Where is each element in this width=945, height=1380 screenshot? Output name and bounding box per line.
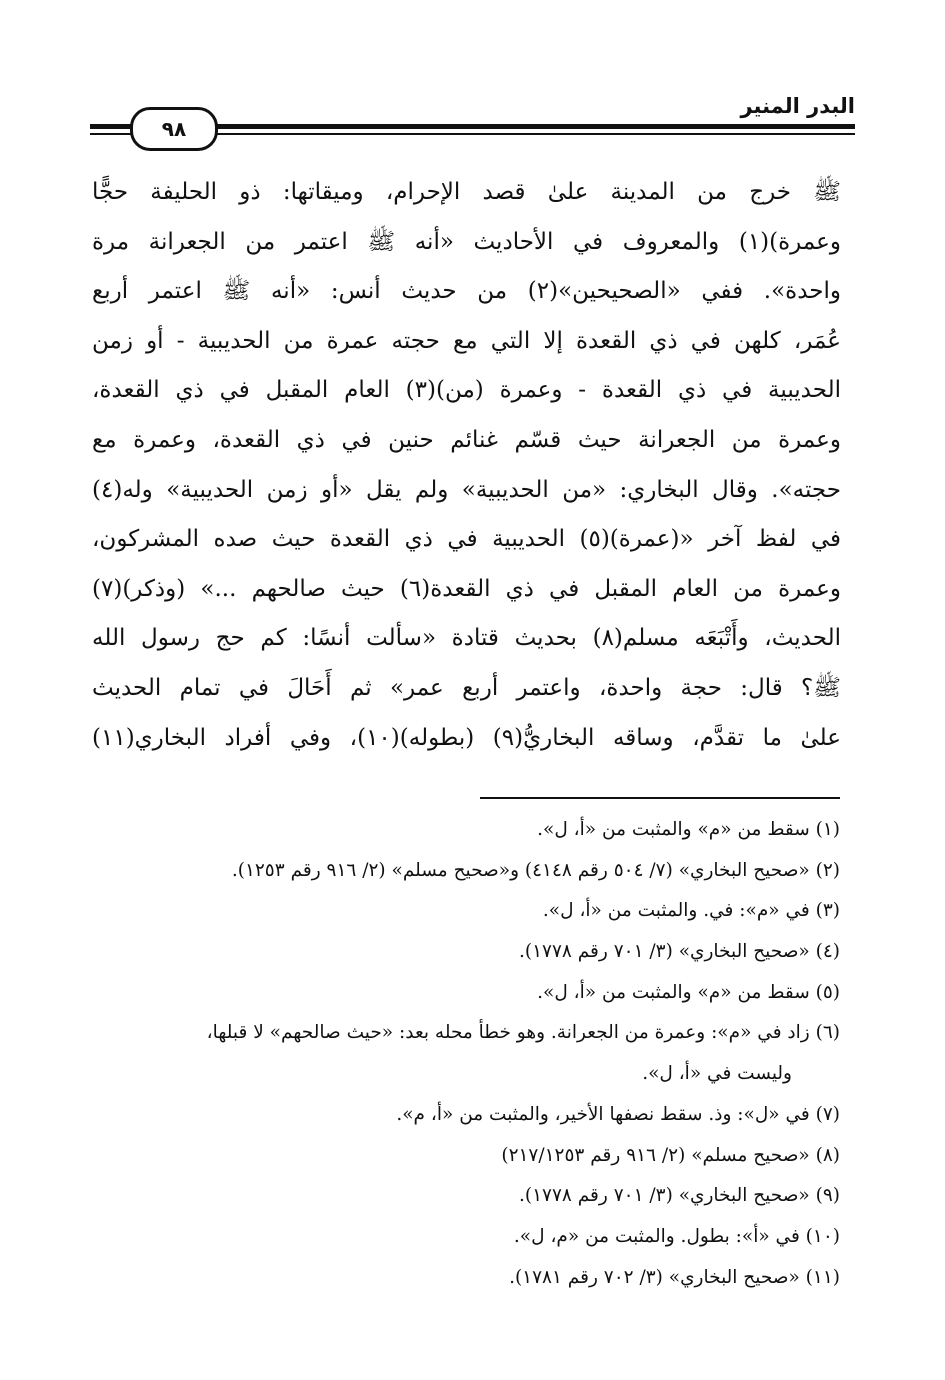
footnote: (٥) سقط من «م» والمثبت من «أ، ل». (537, 981, 840, 1003)
text-line: حجته». وقال البخاري: «من الحديبية» ولم يقل «أو زمن الحديبية» وله(٤) (92, 476, 841, 503)
footnote: (٧) في «ل»: وذ. سقط نصفها الأخير، والمثبت من «أ، م». (396, 1103, 840, 1125)
text-line: علىٰ ما تقدَّم، وساقه البخاريُّ(٩) (بطوله)(١٠)، وفي أفراد البخاري(١١) (92, 724, 841, 751)
footnote: (٨) «صحيح مسلم» (٢/ ٩١٦ رقم ٢١٧/١٢٥٣) (501, 1144, 840, 1166)
footnote: (٤) «صحيح البخاري» (٣/ ٧٠١ رقم ١٧٧٨). (519, 941, 840, 963)
text-line: وعمرة من الجعرانة حيث قسّم غنائم حنين في ذي القعدة، وعمرة مع (92, 426, 841, 453)
footnote: (٣) في «م»: في. والمثبت من «أ، ل». (542, 900, 840, 922)
footnote: (٢) «صحيح البخاري» (٧/ ٥٠٤ رقم ٤١٤٨) و«صحيح مسلم» (٢/ ٩١٦ رقم ١٢٥٣). (231, 859, 840, 881)
text-line: واحدة». ففي «الصحيحين»(٢) من حديث أنس: «أنه ﷺ اعتمر أربع (92, 278, 841, 305)
main-text (92, 168, 841, 763)
page-header (90, 90, 855, 160)
text-line: وعمرة من العام المقبل في ذي القعدة(٦) حيث صالحهم ...» (وذكر)(٧) (92, 575, 841, 602)
footnote: (١١) «صحيح البخاري» (٣/ ٧٠٢ رقم ١٧٨١). (509, 1266, 840, 1288)
text-line: الحديث، وأَتْبَعَه مسلم(٨) بحديث قتادة «سألت أنسًا: كم حج رسول الله (92, 625, 841, 652)
text-line: في لفظ آخر «(عمرة)(٥) الحديبية في ذي القعدة حيث صده المشركون، (92, 526, 841, 553)
footnote-continuation: وليست في «أ، ل». (642, 1063, 792, 1085)
footnote: (١) سقط من «م» والمثبت من «أ، ل». (537, 819, 840, 840)
footnote: (٦) زاد في «م»: وعمرة من الجعرانة. وهو خطأ محله بعد: «حيث صالحهم» لا قبلها، (206, 1022, 840, 1044)
text-line: ﷺ خرج من المدينة علىٰ قصد الإحرام، وميقاتها: ذو الحليفة حجًّا (92, 179, 841, 205)
footnotes (90, 810, 840, 1298)
footnote: (١٠) في «أ»: بطول. والمثبت من «م، ل». (513, 1225, 840, 1247)
text-line: عُمَر، كلهن في ذي القعدة إلا التي مع حجته عمرة من الحديبية - أو زمن (92, 327, 841, 354)
text-line: وعمرة)(١) والمعروف في الأحاديث «أنه ﷺ اعتمر من الجعرانة مرة (92, 228, 841, 255)
page-number: ٩٨ (130, 107, 218, 151)
text-line: الحديبية في ذي القعدة - وعمرة (من)(٣) العام المقبل في ذي القعدة، (92, 377, 841, 404)
text-line: ﷺ؟ قال: حجة واحدة، واعتمر أربع عمر» ثم أَحَالَ في تمام الحديث (92, 674, 841, 701)
footnote-separator (480, 797, 840, 799)
footnote: (٩) «صحيح البخاري» (٣/ ٧٠١ رقم ١٧٧٨). (519, 1185, 840, 1207)
running-title: البدر المنير (740, 94, 855, 118)
